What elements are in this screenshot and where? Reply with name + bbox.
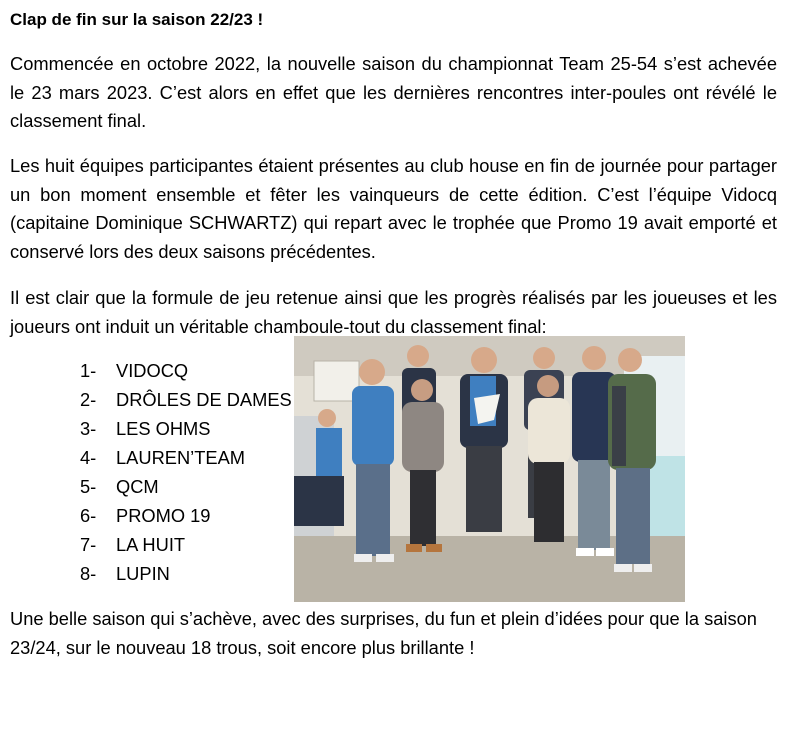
rank-team-name: LAUREN’TEAM — [116, 447, 246, 468]
ranking-item — [80, 443, 300, 472]
article-title: Clap de fin sur la saison 22/23 ! — [10, 10, 264, 29]
rank-team-name: VIDOCQ — [116, 360, 189, 381]
rank-number: 6- — [80, 505, 97, 526]
ranking-item — [80, 530, 300, 559]
ranking-item — [80, 501, 300, 530]
ranking-item — [80, 472, 300, 501]
rank-team-name: LES OHMS — [116, 418, 211, 439]
group-photo-illustration — [294, 336, 685, 602]
rank-number: 4- — [80, 447, 97, 468]
rank-team-name: DRÔLES DE DAMES — [116, 389, 292, 410]
ranking-list — [80, 356, 300, 588]
rank-number: 2- — [80, 389, 97, 410]
rank-team-name: PROMO 19 — [116, 505, 211, 526]
ranking-item — [80, 414, 300, 443]
rank-number: 8- — [80, 563, 97, 584]
rank-team-name: QCM — [116, 476, 159, 497]
paragraph-intro: Commencée en octobre 2022, la nouvelle saison du championnat Team 25-54 s’est achevée le 23 mars 2023. C’est alors en effet que les dernières rencontres inter-poules ont révélé le classement final. — [10, 53, 777, 131]
ranking-item — [80, 356, 300, 385]
ranking-item — [80, 385, 300, 414]
rank-team-name: LUPIN — [116, 563, 170, 584]
paragraph-teams: Les huit équipes participantes étaient présentes au club house en fin de journée pour partager un bon moment ensemble et fêter les vainqueurs de cette édition. C’est l’équipe Vidocq (capitaine Dominique SCHWARTZ) qui repart avec le trophée que Promo 19 avait emporté et conservé lors des deux saisons précédentes. — [10, 155, 777, 262]
ranking-item — [80, 559, 300, 588]
paragraph-closing: Une belle saison qui s’achève, avec des surprises, du fun et plein d’idées pour que la saison 23/24, sur le nouveau 18 trous, soit encore plus brillante ! — [10, 608, 757, 658]
rank-number: 1- — [80, 360, 97, 381]
team-group-photo — [294, 336, 685, 602]
rank-number: 5- — [80, 476, 97, 497]
rank-number: 3- — [80, 418, 97, 439]
rank-team-name: LA HUIT — [116, 534, 186, 555]
paragraph-formula: Il est clair que la formule de jeu retenue ainsi que les progrès réalisés par les joueuses et les joueurs ont induit un véritable chamboule-tout du classement final: — [10, 287, 777, 337]
rank-number: 7- — [80, 534, 97, 555]
